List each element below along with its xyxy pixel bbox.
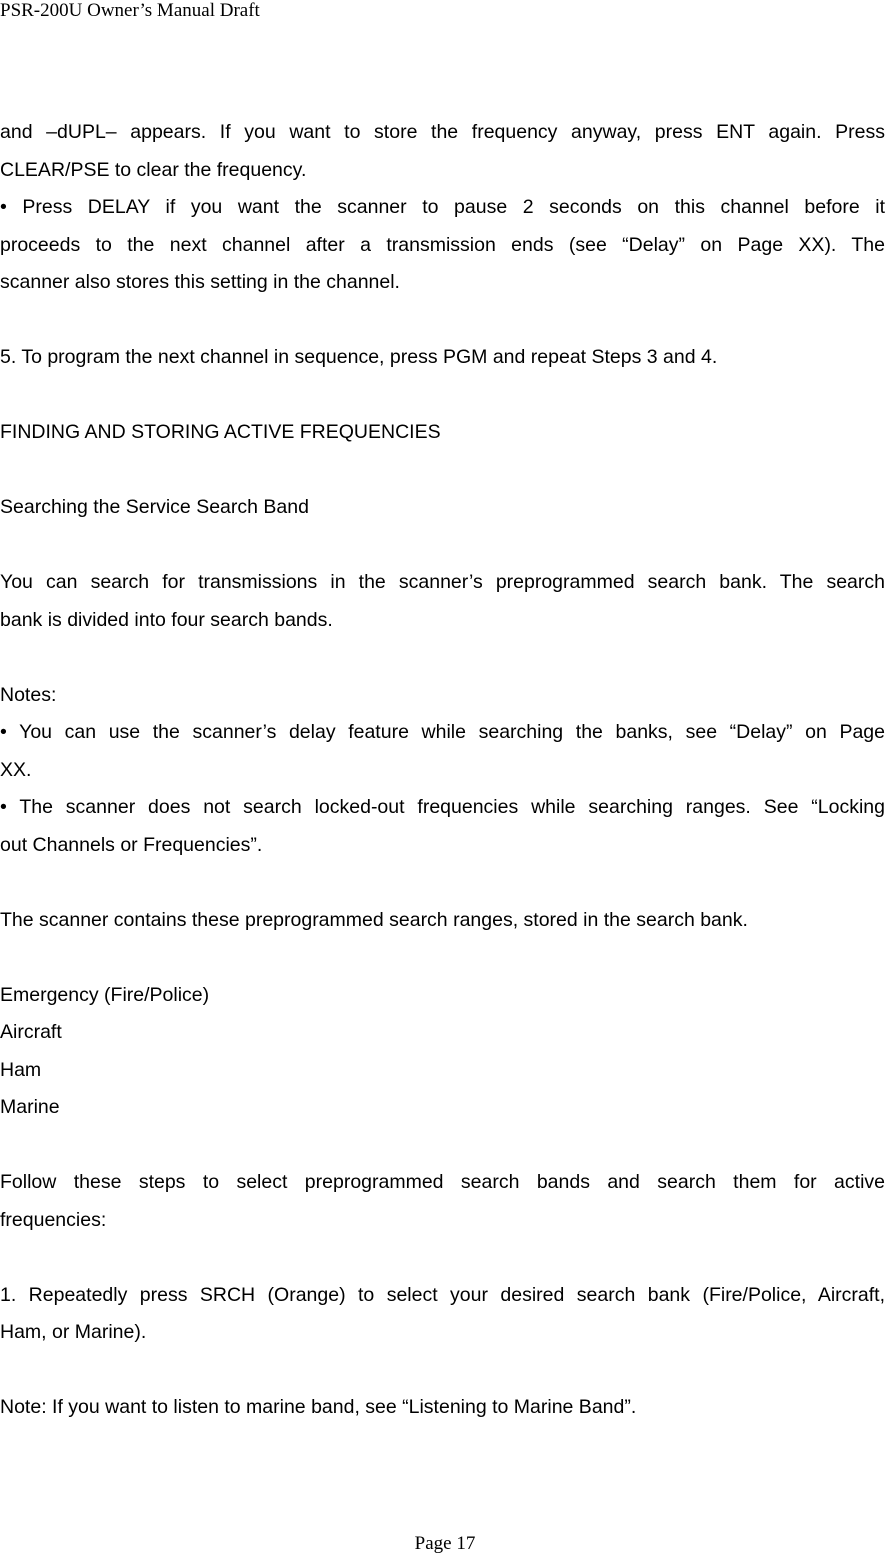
text-line: out Channels or Frequencies”. — [0, 833, 263, 856]
text-line: XX. — [0, 758, 32, 781]
paragraph-steps-intro — [0, 1164, 885, 1239]
text-line: Searching the Service Search Band — [0, 496, 309, 518]
text-line: Ham, or Marine). — [0, 1321, 147, 1343]
text-line: Notes: — [0, 683, 57, 706]
search-range-list — [0, 977, 885, 1127]
search-range-item: Ham — [0, 1058, 42, 1081]
paragraph-ranges-intro — [0, 902, 885, 940]
note-delay — [0, 714, 885, 789]
note-marine — [0, 1389, 885, 1427]
text-line: 1. Repeatedly press SRCH (Orange) to select your desired search bank (Fire/Police, Aircraft, — [0, 1283, 885, 1306]
text-line: Note: If you want to listen to marine band, see “Listening to Marine Band”. — [0, 1396, 637, 1418]
text-line: and –dUPL– appears. If you want to store the frequency anyway, press ENT again. Press — [0, 121, 885, 143]
text-line: • Press DELAY if you want the scanner to pause 2 seconds on this channel before it — [0, 196, 885, 218]
page-header: PSR-200U Owner’s Manual Draft — [0, 0, 260, 21]
note-lockout — [0, 789, 885, 864]
text-line: CLEAR/PSE to clear the frequency. — [0, 158, 307, 181]
subsection-heading — [0, 489, 885, 527]
text-line: Follow these steps to select preprogrammed search bands and search them for active — [0, 1171, 885, 1193]
paragraph-search-bank-intro — [0, 564, 885, 639]
text-line: proceeds to the next channel after a transmission ends (see “Delay” on Page XX). The — [0, 233, 885, 256]
section-heading — [0, 414, 885, 452]
paragraph-delay-tip — [0, 189, 885, 302]
paragraph-duplicate-warning — [0, 114, 885, 189]
manual-body — [0, 114, 885, 1427]
text-line: bank is divided into four search bands. — [0, 608, 333, 631]
text-line: You can search for transmissions in the scanner’s preprogrammed search bank. The search — [0, 571, 885, 593]
search-range-item: Emergency (Fire/Police) — [0, 983, 210, 1006]
step-5 — [0, 339, 885, 377]
text-line: 5. To program the next channel in sequence, press PGM and repeat Steps 3 and 4. — [0, 346, 718, 368]
text-line: • The scanner does not search locked-out frequencies while searching ranges. See “Locking — [0, 796, 885, 818]
search-range-item: Marine — [0, 1096, 60, 1118]
text-line: scanner also stores this setting in the channel. — [0, 271, 400, 293]
page-number: Page 17 — [414, 1533, 476, 1554]
step-1 — [0, 1277, 885, 1352]
notes-label — [0, 677, 885, 715]
text-line: FINDING AND STORING ACTIVE FREQUENCIES — [0, 421, 441, 443]
text-line: frequencies: — [0, 1208, 107, 1231]
search-range-item: Aircraft — [0, 1021, 62, 1043]
text-line: • You can use the scanner’s delay feature while searching the banks, see “Delay” on Page — [0, 721, 885, 743]
text-line: The scanner contains these preprogrammed search ranges, stored in the search bank. — [0, 908, 748, 931]
